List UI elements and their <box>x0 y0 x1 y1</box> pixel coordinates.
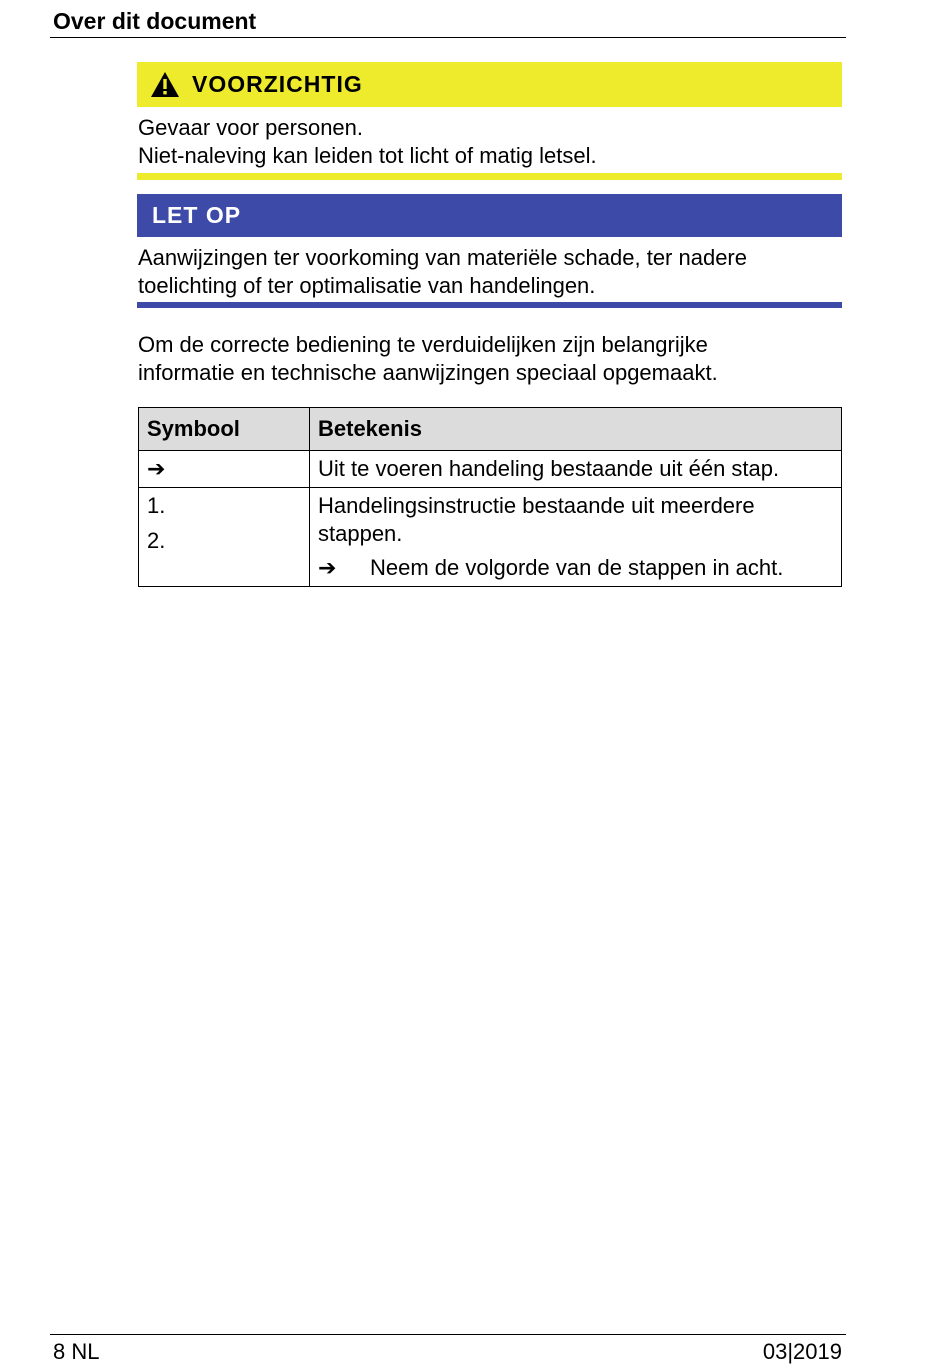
notice-divider <box>137 302 842 308</box>
caution-line: Gevaar voor personen. <box>138 115 364 140</box>
notice-text <box>138 244 747 300</box>
symbol-table <box>138 407 842 587</box>
table-header-row <box>139 408 842 451</box>
step-number: 2. <box>147 528 166 553</box>
caution-text <box>138 114 597 170</box>
warning-triangle-icon <box>150 71 180 98</box>
intro-paragraph <box>138 331 718 387</box>
caution-label: VOORZICHTIG <box>192 71 363 97</box>
column-header-symbool: Symbool <box>139 408 310 451</box>
intro-line: informatie en technische aanwijzingen speciaal opgemaakt. <box>138 360 718 385</box>
header-rule <box>50 37 846 38</box>
column-header-betekenis: Betekenis <box>310 408 842 451</box>
meaning-line: stappen. <box>318 521 403 546</box>
table-row <box>139 488 842 587</box>
page-number: 8 NL <box>53 1339 100 1364</box>
symbol-cell <box>139 488 310 587</box>
notice-line: Aanwijzingen ter voorkoming van materiële schade, ter nadere <box>138 245 747 270</box>
meaning-cell <box>310 488 842 587</box>
notice-line: toelichting of ter optimalisatie van handelingen. <box>138 273 596 298</box>
notice-label: LET OP <box>152 202 242 228</box>
table-row <box>139 451 842 488</box>
sub-instruction-text: Neem de volgorde van de stappen in acht. <box>370 555 784 580</box>
caution-banner <box>137 62 842 107</box>
step-number: 1. <box>147 493 166 518</box>
caution-line: Niet-naleving kan leiden tot licht of matig letsel. <box>138 143 597 168</box>
arrow-icon: ➔ <box>318 555 337 580</box>
caution-divider <box>137 173 842 180</box>
symbol-cell <box>139 451 310 488</box>
meaning-line: Handelingsinstructie bestaande uit meerdere <box>318 493 755 518</box>
notice-banner <box>137 194 842 237</box>
footer-rule <box>50 1334 846 1335</box>
meaning-cell: Uit te voeren handeling bestaande uit één stap. <box>310 451 842 488</box>
arrow-icon: ➔ <box>147 456 166 481</box>
document-date: 03|2019 <box>762 1339 842 1364</box>
page-header-title: Over dit document <box>53 8 257 34</box>
sub-instruction <box>318 554 833 582</box>
intro-line: Om de correcte bediening te verduidelijken zijn belangrijke <box>138 332 708 357</box>
